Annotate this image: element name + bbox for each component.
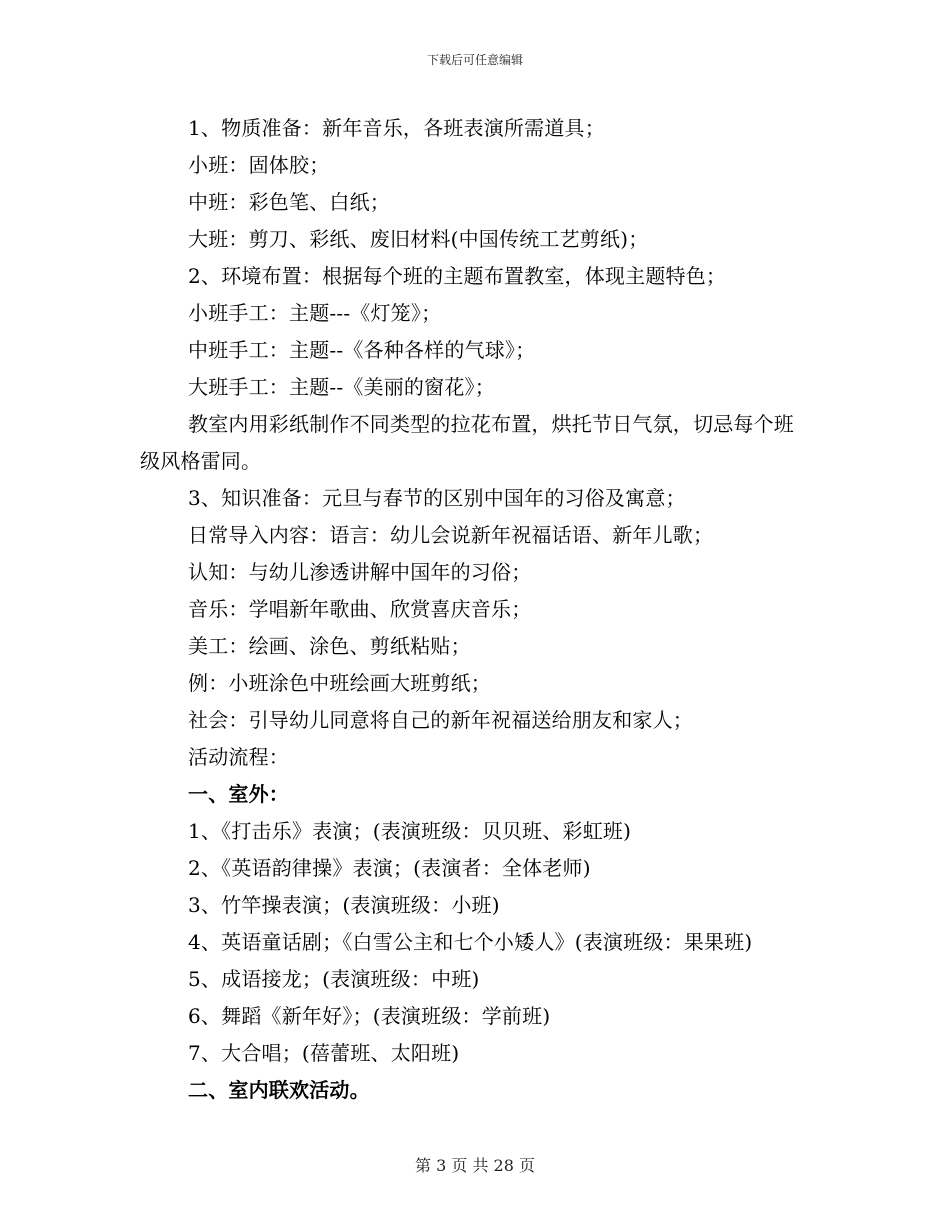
paragraph-small-class-material: 小班：固体胶；	[188, 153, 330, 177]
heading-indoor: 二、室内联欢活动。	[188, 1078, 370, 1102]
paragraph-example: 例：小班涂色中班绘画大班剪纸；	[188, 671, 491, 695]
paragraph-material-prep: 1、物质准备：新年音乐，各班表演所需道具；	[188, 116, 605, 140]
list-item: 2、《英语韵律操》表演；(表演者：全体老师)	[188, 856, 591, 880]
paragraph-small-class-craft: 小班手工：主题---《灯笼》；	[188, 301, 442, 325]
heading-outdoor: 一、室外：	[188, 782, 289, 806]
list-item: 7、大合唱；(蓓蕾班、太阳班)	[188, 1041, 460, 1065]
paragraph-knowledge-prep: 3、知识准备：元旦与春节的区别中国年的习俗及寓意；	[188, 486, 686, 510]
list-item: 5、成语接龙；(表演班级：中班)	[188, 967, 480, 991]
paragraph-society: 社会：引导幼儿同意将自己的新年祝福送给朋友和家人；	[188, 708, 693, 732]
list-item: 6、舞蹈《新年好》；(表演班级：学前班)	[188, 1004, 551, 1028]
page-header: 下载后可任意编辑	[426, 53, 523, 67]
paragraph-daily-content: 日常导入内容：语言：幼儿会说新年祝福话语、新年儿歌；	[188, 523, 714, 547]
list-item: 3、竹竿操表演；(表演班级：小班)	[188, 893, 500, 917]
paragraph-big-class-craft: 大班手工：主题--《美丽的窗花》；	[188, 375, 495, 399]
paragraph-middle-class-craft: 中班手工：主题--《各种各样的气球》；	[188, 338, 536, 362]
paragraph-classroom-decoration: 教室内用彩纸制作不同类型的拉花布置，烘托节日气氛，切忌每个班级风格雷同。	[140, 412, 794, 473]
paragraph-big-class-material: 大班：剪刀、彩纸、废旧材料(中国传统工艺剪纸)；	[188, 227, 649, 251]
list-item: 4、英语童话剧；《白雪公主和七个小矮人》(表演班级：果果班)	[188, 930, 753, 954]
paragraph-art: 美工：绘画、涂色、剪纸粘贴；	[188, 634, 471, 658]
document-body	[140, 110, 810, 1109]
paragraph-middle-class-material: 中班：彩色笔、白纸；	[188, 190, 390, 214]
paragraph-activity-flow: 活动流程：	[188, 745, 289, 769]
paragraph-environment: 2、环境布置：根据每个班的主题布置教室，体现主题特色；	[188, 264, 727, 288]
paragraph-cognition: 认知：与幼儿渗透讲解中国年的习俗；	[188, 560, 532, 584]
page-footer: 第 3 页 共 28 页	[415, 1156, 535, 1175]
paragraph-music: 音乐：学唱新年歌曲、欣赏喜庆音乐；	[188, 597, 532, 621]
list-item: 1、《打击乐》表演；(表演班级：贝贝班、彩虹班)	[188, 819, 632, 843]
